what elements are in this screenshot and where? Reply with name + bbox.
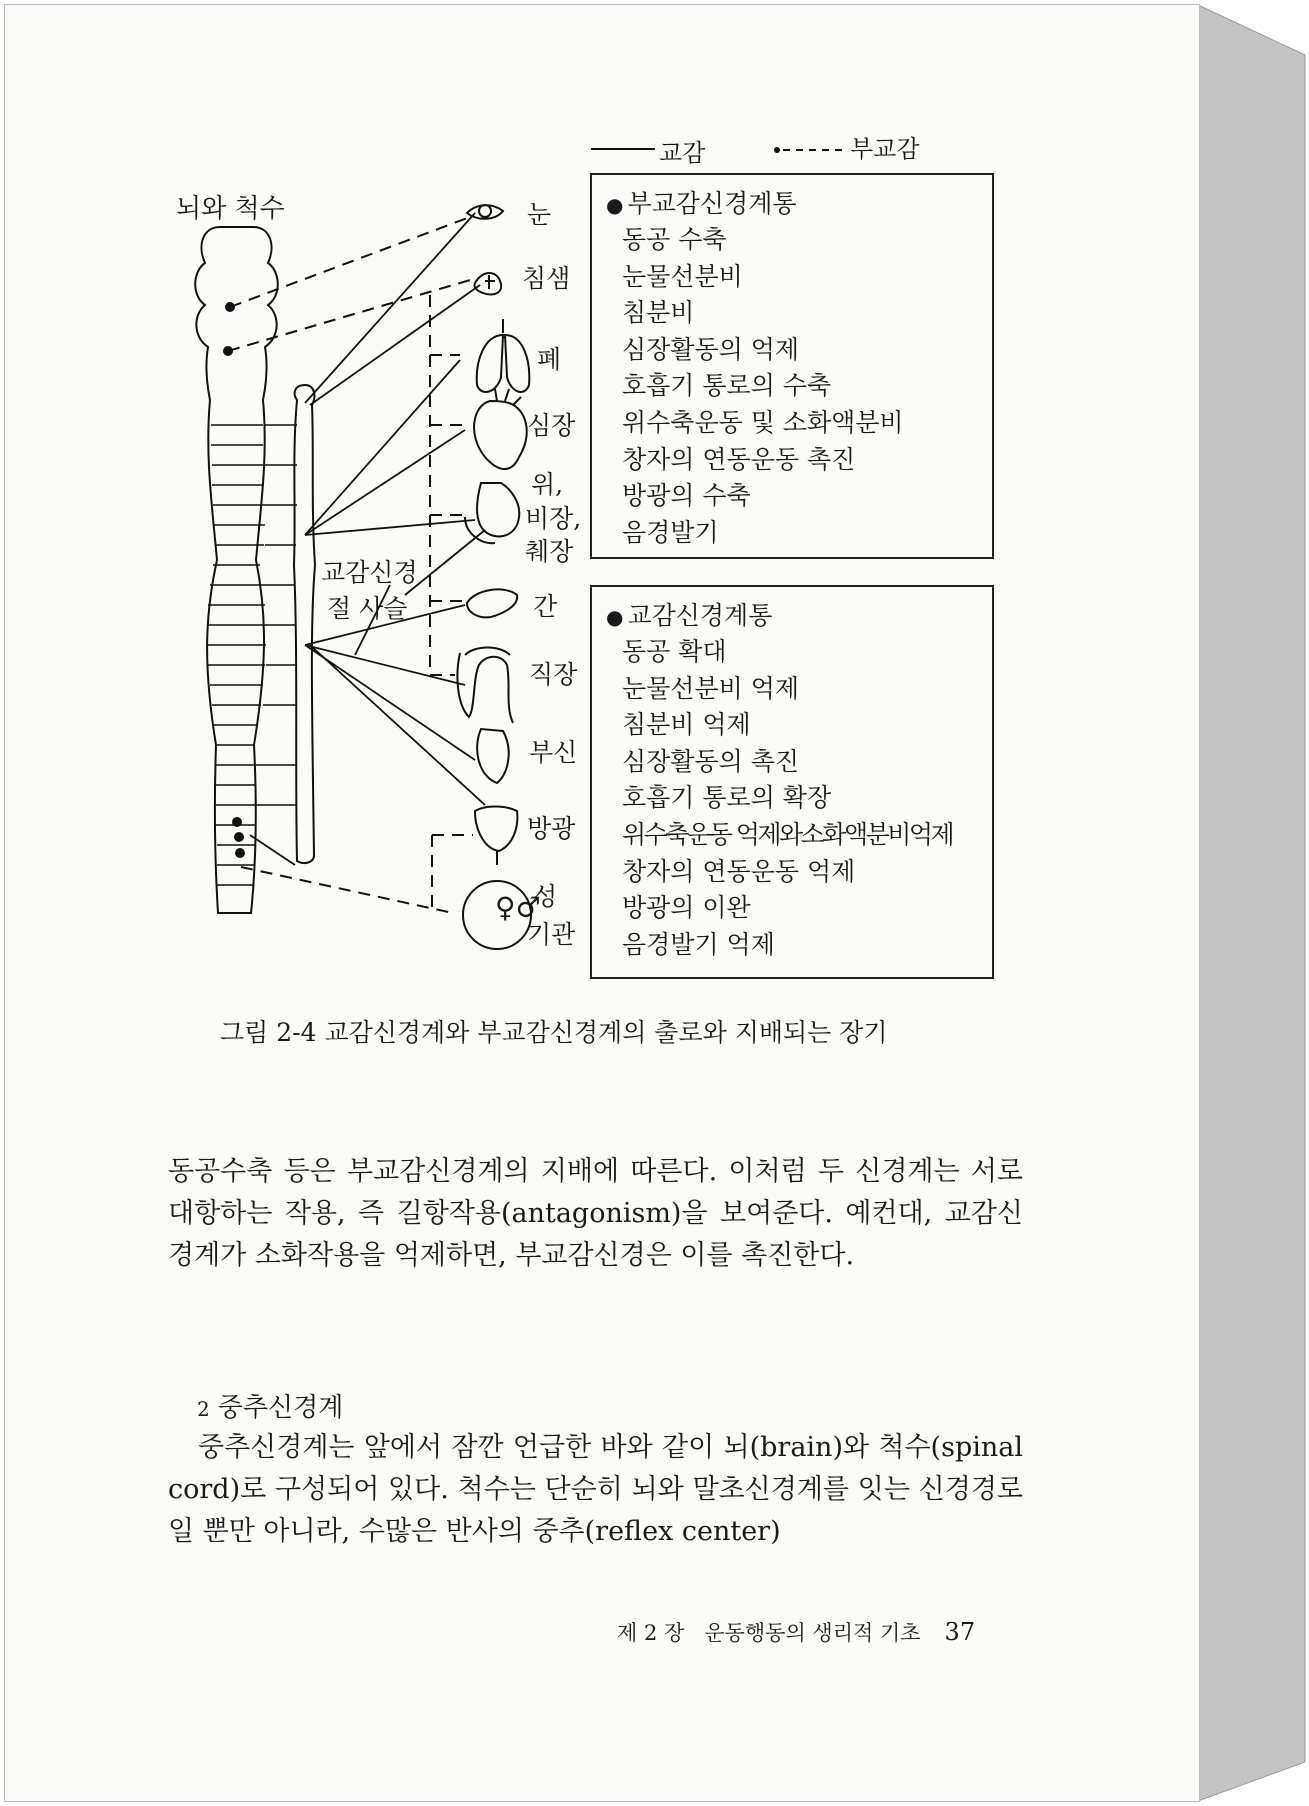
list-item: 동공 확대: [622, 637, 727, 666]
adrenal-gland-icon: [477, 729, 509, 783]
list-item: 심장활동의 억제: [622, 334, 799, 364]
ganglion-chain-label: 절 사슬: [327, 594, 408, 623]
organ-label-stomach: 위,: [531, 470, 564, 499]
list-item: 동공 수축: [622, 225, 727, 254]
intestine-icon: [457, 648, 513, 724]
organ-label-pancreas: 췌장: [525, 537, 574, 566]
organ-label-lung: 폐: [537, 345, 562, 374]
list-item: 호흡기 통로의 확장: [622, 783, 832, 813]
footer-chapter: 제 2 장: [617, 1621, 685, 1645]
list-item: 위수축운동 및 소화액분비: [622, 407, 904, 437]
figure-caption: 그림 2-4 교감신경계와 부교감신경계의 출로와 지배되는 장기: [220, 1018, 888, 1047]
list-item: 위수축운동 억제와소화액분비억제: [622, 819, 953, 849]
organ-label-organ: 기관: [527, 920, 576, 949]
sympathetic-ganglion-chain: [294, 385, 315, 863]
legend-sympathetic-label: 교감: [659, 139, 706, 167]
list-item: 방광의 이완: [622, 893, 751, 923]
salivary-gland-icon: [474, 273, 501, 295]
parasympathetic-effects-box: [590, 173, 994, 559]
stomach-icon: [465, 483, 519, 543]
lung-icon: [477, 319, 530, 392]
body-paragraph-1: [168, 1151, 1023, 1277]
bladder-icon: [475, 807, 517, 866]
page-number: 37: [944, 1618, 976, 1646]
sympathetic-box-title: ● 교감신경계통: [606, 601, 773, 630]
organ-label-spleen: 비장,: [525, 504, 582, 533]
sympathetic-effects-box: [590, 585, 994, 979]
paragraph: 동공수축 등은 부교감신경계의 지배에 따른다. 이처럼 두 신경계는 서로 대항하는 작용, 즉 길항작용(antagonism)을 보여준다. 예컨대, 교감신경계가 소화작용을 억제하면, 부교감신경은 이를 촉진한다.: [168, 1156, 1023, 1271]
liver-icon: [467, 589, 517, 617]
section-number: 2: [197, 1397, 210, 1421]
list-item: 창자의 연동운동 촉진: [622, 444, 856, 474]
list-item: 침분비: [622, 298, 695, 328]
sympathetic-effects-list: [606, 634, 990, 963]
book-page: [4, 4, 1200, 1802]
parasympathetic-effects-list: [606, 222, 978, 551]
section-heading: [197, 1387, 343, 1424]
list-item: 심장활동의 촉진: [622, 746, 799, 776]
list-item: 음경발기: [622, 517, 719, 547]
legend-parasympathetic-label: 부교감: [850, 135, 920, 163]
brain-spinal-cord-label: 뇌와 척수: [176, 194, 285, 224]
organ-drawings: [457, 205, 531, 949]
organ-label-rectum: 직장: [529, 660, 578, 689]
body-paragraph-2: [168, 1427, 1023, 1553]
organ-label-sex: 성: [533, 882, 558, 911]
parasympathetic-box-title: ● 부교감신경계통: [606, 189, 797, 218]
eye-icon: [467, 205, 503, 219]
ganglion-chain-label: 교감신경: [321, 558, 418, 587]
organ-label-adrenal: 부신: [529, 738, 578, 767]
organ-label-bladder: 방광: [527, 814, 576, 843]
heart-icon: [474, 389, 527, 469]
paragraph: 중추신경계는 앞에서 잠깐 언급한 바와 같이 뇌(brain)와 척수(spinal cord)로 구성되어 있다. 척수는 단순히 뇌와 말초신경계를 잇는 신경경로일 뿐만 아니라, 수많은 반사의 중추(reflex center): [168, 1432, 1023, 1547]
list-item: 방광의 수축: [622, 481, 751, 511]
organ-label-salivary-gland: 침샘: [522, 264, 571, 293]
female-male-symbol: ♀♂: [495, 891, 541, 924]
list-item: 눈물선분비 억제: [622, 673, 799, 703]
list-item: 음경발기 억제: [622, 929, 775, 959]
organ-label-eye: 눈: [527, 200, 552, 229]
organ-label-liver: 간: [533, 592, 558, 621]
section-title: 중추신경계: [217, 1393, 344, 1423]
list-item: 호흡기 통로의 수축: [622, 371, 832, 401]
footer-chapter-title: 운동행동의 생리적 기초: [704, 1621, 921, 1645]
running-footer: [617, 1617, 975, 1647]
list-item: 창자의 연동운동 억제: [622, 856, 856, 886]
organ-label-heart: 심장: [527, 411, 576, 440]
list-item: 침분비 억제: [622, 710, 751, 740]
list-item: 눈물선분비: [622, 261, 743, 291]
brain-spinal-cord: [195, 227, 278, 913]
